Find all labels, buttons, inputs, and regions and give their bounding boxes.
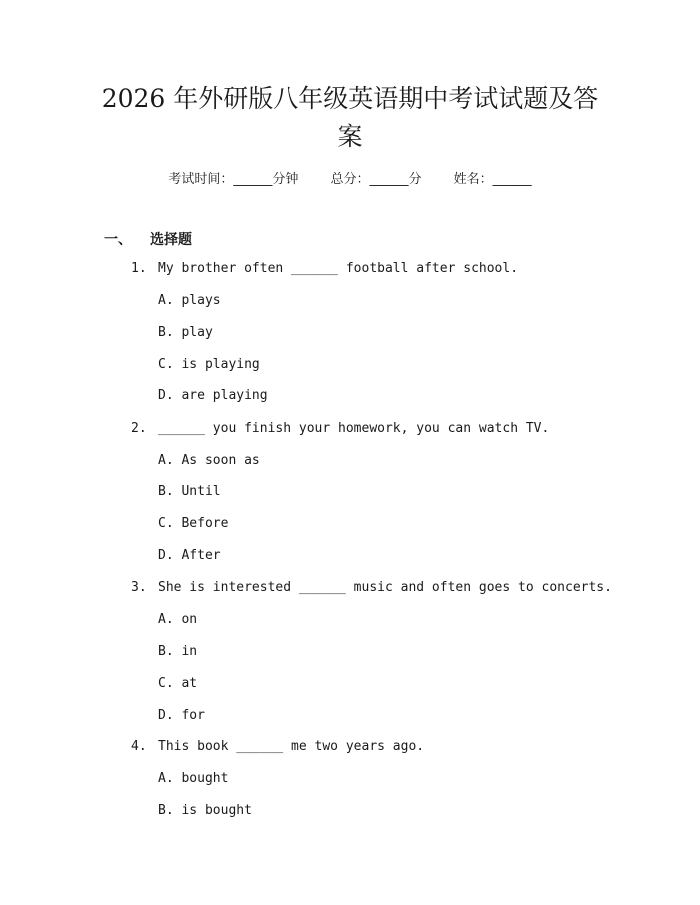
section-heading [104, 229, 192, 249]
question-1 [131, 261, 518, 276]
option-3d: D. for [158, 708, 205, 723]
option-4b: B. is bought [158, 803, 252, 818]
exam-time-label: 考试时间：______分钟 [168, 172, 299, 187]
option-4a: A. bought [158, 771, 229, 786]
question-text: This book ______ me two years ago. [158, 739, 425, 754]
option-2c: C. Before [158, 516, 229, 531]
question-number: 2. [131, 421, 147, 436]
question-text: ______ you finish your homework, you can watch TV. [158, 421, 550, 436]
question-text: She is interested ______ music and often goes to concerts. [158, 580, 612, 595]
option-1a: A. plays [158, 293, 221, 308]
option-1c: C. is playing [158, 357, 260, 372]
page-title: 2026 年外研版八年级英语期中考试试题及答案 [101, 84, 599, 151]
option-3a: A. on [158, 612, 198, 627]
option-1b: B. play [158, 325, 213, 340]
section-title: 选择题 [150, 232, 192, 248]
option-2d: D. After [158, 548, 221, 563]
total-score-label: 总分：______分 [330, 172, 422, 187]
question-3 [131, 580, 612, 595]
question-number: 4. [131, 739, 147, 754]
question-4 [131, 739, 424, 754]
question-text: My brother often ______ football after school. [158, 261, 519, 276]
question-2 [131, 421, 549, 436]
question-number: 3. [131, 580, 147, 595]
option-2b: B. Until [158, 484, 221, 499]
exam-info-line [0, 168, 700, 187]
question-number: 1. [131, 261, 147, 276]
student-name-label: 姓名：______ [453, 172, 532, 187]
option-2a: A. As soon as [158, 453, 260, 468]
option-1d: D. are playing [158, 388, 268, 403]
option-3b: B. in [158, 644, 198, 659]
section-number: 一、 [104, 232, 132, 248]
option-3c: C. at [158, 676, 198, 691]
